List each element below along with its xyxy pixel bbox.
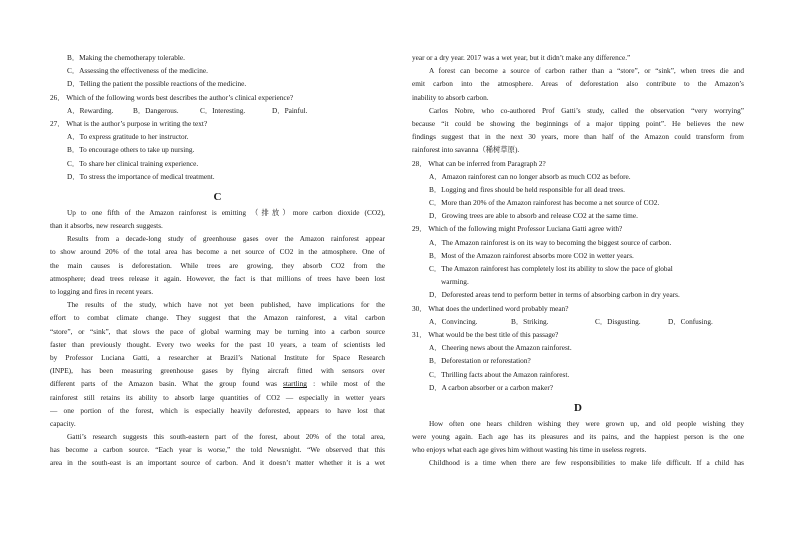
q26-option-d: D．Painful. <box>272 105 308 115</box>
passage-c-line: “store”, or “sink”, that slows the pace of global warming may be turning into a carbon source <box>50 326 385 336</box>
passage-c-line: than it absorbs, new research suggests. <box>50 221 163 231</box>
passage-c-line: to show around 20% of the total area has become a net source of CO2 in the atmosphere. One of <box>50 247 385 257</box>
q27-stem: 27． What is the author’s purpose in writing the text? <box>50 118 208 128</box>
passage-c-line: Up to one fifth of the Amazon rainforest is emitting （排放）more carbon dioxide (CO2), <box>67 207 385 217</box>
passage-d-line: were young again. Each age has its pleasures and its pains, and the happiest person is the one <box>412 432 744 442</box>
passage-c-line: area in the south-east is an important source of carbon. And it doesn’t matter whether it is a wet <box>50 458 385 468</box>
passage-c-line: by Professor Luciana Gatti, a researcher at Brazil’s National Institute for Space Research <box>50 352 385 362</box>
passage-c-line: (INPE), has been measuring greenhouse gases by flying aircraft fitted with sensors over <box>50 366 385 376</box>
passage-c-line: A forest can become a source of carbon rather than a “store”, or “sink”, when trees die and <box>429 66 744 76</box>
q27-option-d: D．To stress the importance of medical treatment. <box>67 171 215 181</box>
passage-c-line: capacity. <box>50 418 76 428</box>
q31-option-b: B．Deforestation or reforestation? <box>429 356 531 366</box>
q30-option-a: A．Convincing. <box>429 316 478 326</box>
q29-option-c: C．The Amazon rainforest has completely lost its ability to slow the pace of global <box>429 264 673 273</box>
q26-option-a: A．Rewarding. <box>67 105 114 115</box>
q30-option-d: D．Confusing. <box>668 316 713 326</box>
passage-c-line: because “it could be showing the beginnings of a major tipping point”. He believes the new <box>412 118 744 128</box>
passage-c-line: findings suggest that in the next 30 years, more than half of the Amazon could transform from <box>412 132 744 142</box>
underlined-word: startling <box>283 379 307 389</box>
passage-c-line: the main causes is deforestation. While trees are growing, they absorb CO2 from the <box>50 260 385 270</box>
passage-c-line: inability to absorb carbon. <box>412 92 489 102</box>
passage-c-line: Carlos Nobre, who co-authored Prof Gatti’s study, called the observation “very worrying” <box>429 105 744 115</box>
q25-option-b: B．Making the chemotherapy tolerable. <box>67 53 185 62</box>
q28-option-d: D．Growing trees are able to absorb and release CO2 at the same time. <box>429 211 638 221</box>
passage-c-line: atmosphere; dead trees release it again. However, the fact is that millions of trees have been lost <box>50 273 385 283</box>
q31-stem: 31． What would be the best title of this passage? <box>412 329 559 339</box>
passage-c-line: to logging and fires in recent years. <box>50 287 154 296</box>
passage-c-line: rainforest still retains its ability to absorb large quantities of CO2 — especially in wetter years <box>50 392 385 402</box>
q26-stem: 26． Which of the following words best describes the author’s clinical experience? <box>50 92 294 102</box>
q25-option-c: C．Assessing the effectiveness of the medicine. <box>67 66 208 76</box>
q31-option-a: A．Cheering news about the Amazon rainforest. <box>429 343 572 353</box>
right-column <box>412 51 744 470</box>
q28-option-c: C．More than 20% of the Amazon rainforest has become a net source of CO2. <box>429 198 660 208</box>
passage-c-line: — one portion of the forest, which is especially heavily deforested, appears to have lost that <box>50 405 385 415</box>
passage-c-line: has become a carbon source. “Each year is worse,” the told Newsnight. “We observed that this <box>50 445 385 455</box>
passage-c-line: The results of the study, which have not yet been published, have implications for the <box>67 300 385 310</box>
q26-option-b: B．Dangerous. <box>133 105 179 115</box>
q29-option-a: A．The Amazon rainforest is on its way to becoming the biggest source of carbon. <box>429 237 672 247</box>
passage-c-line: Gatti’s research suggests this south-eastern part of the forest, about 20% of the total area, <box>67 432 385 442</box>
q30-option-b: B．Striking. <box>511 316 549 326</box>
q28-option-a: A．Amazon rainforest can no longer absorb as much CO2 as before. <box>429 171 631 181</box>
q30-options <box>412 315 744 328</box>
passage-c-line: Results from a decade-long study of greenhouse gases over the Amazon rainforest appear <box>67 234 385 244</box>
q29-stem: 29． Which of the following might Professor Luciana Gatti agree with? <box>412 224 623 234</box>
passage-c-line: year or a dry year. 2017 was a wet year, but it didn’t make any difference.” <box>412 53 631 62</box>
q30-option-c: C．Disgusting. <box>595 316 641 326</box>
q25-option-d: D．Telling the patient the possible reactions of the medicine. <box>67 79 247 89</box>
passage-c-line: emit carbon into the atmosphere. Areas of deforestation also contribute to the Amazon’s <box>412 79 744 89</box>
passage-c-line: faster than previously thought. Every two weeks for the past 10 years, a team of scientists led <box>50 339 385 349</box>
passage-c-line: different parts of the Amazon basin. What the group found was startling : while most of the <box>50 379 385 389</box>
q29-option-c-cont: warming. <box>441 277 469 287</box>
q29-option-d: D．Deforested areas tend to perform better in terms of absorbing carbon in dry years. <box>429 290 680 300</box>
q26-option-c: C．Interesting. <box>200 105 246 115</box>
q27-option-c: C．To share her clinical training experience. <box>67 158 199 168</box>
q27-option-a: A．To express gratitude to her instructor. <box>67 132 189 142</box>
q31-option-d: D．A carbon absorber or a carbon maker? <box>429 382 553 392</box>
left-column <box>50 51 385 470</box>
passage-d-line: How often one hears children wishing they were grown up, and old people wishing they <box>429 418 744 428</box>
q31-option-c: C．Thrilling facts about the Amazon rainforest. <box>429 369 570 379</box>
q29-option-b: B．Most of the Amazon rainforest absorbs more CO2 in wetter years. <box>429 250 634 260</box>
passage-c-line: effort to combat climate change. They suggest that the Amazon rainforest, a vital carbon <box>50 313 385 323</box>
q28-option-b: B．Logging and fires should be held responsible for all dead trees. <box>429 184 625 194</box>
q27-option-b: B．To encourage others to take up nursing. <box>67 145 195 155</box>
q28-stem: 28． What can be inferred from Paragraph 2? <box>412 158 546 168</box>
section-d-heading: D <box>574 401 582 414</box>
passage-d-line: Childhood is a time when there are few responsibilities to make life difficult. If a child has <box>429 458 744 468</box>
passage-d-line: who enjoys what each age gives him without wasting his time in useless regrets. <box>412 445 647 455</box>
q26-options <box>50 104 385 117</box>
q30-stem: 30． What does the underlined word probably mean? <box>412 303 569 313</box>
section-c-heading: C <box>213 190 222 203</box>
passage-c-line: rainforest into savanna（稀树草原). <box>412 145 520 155</box>
